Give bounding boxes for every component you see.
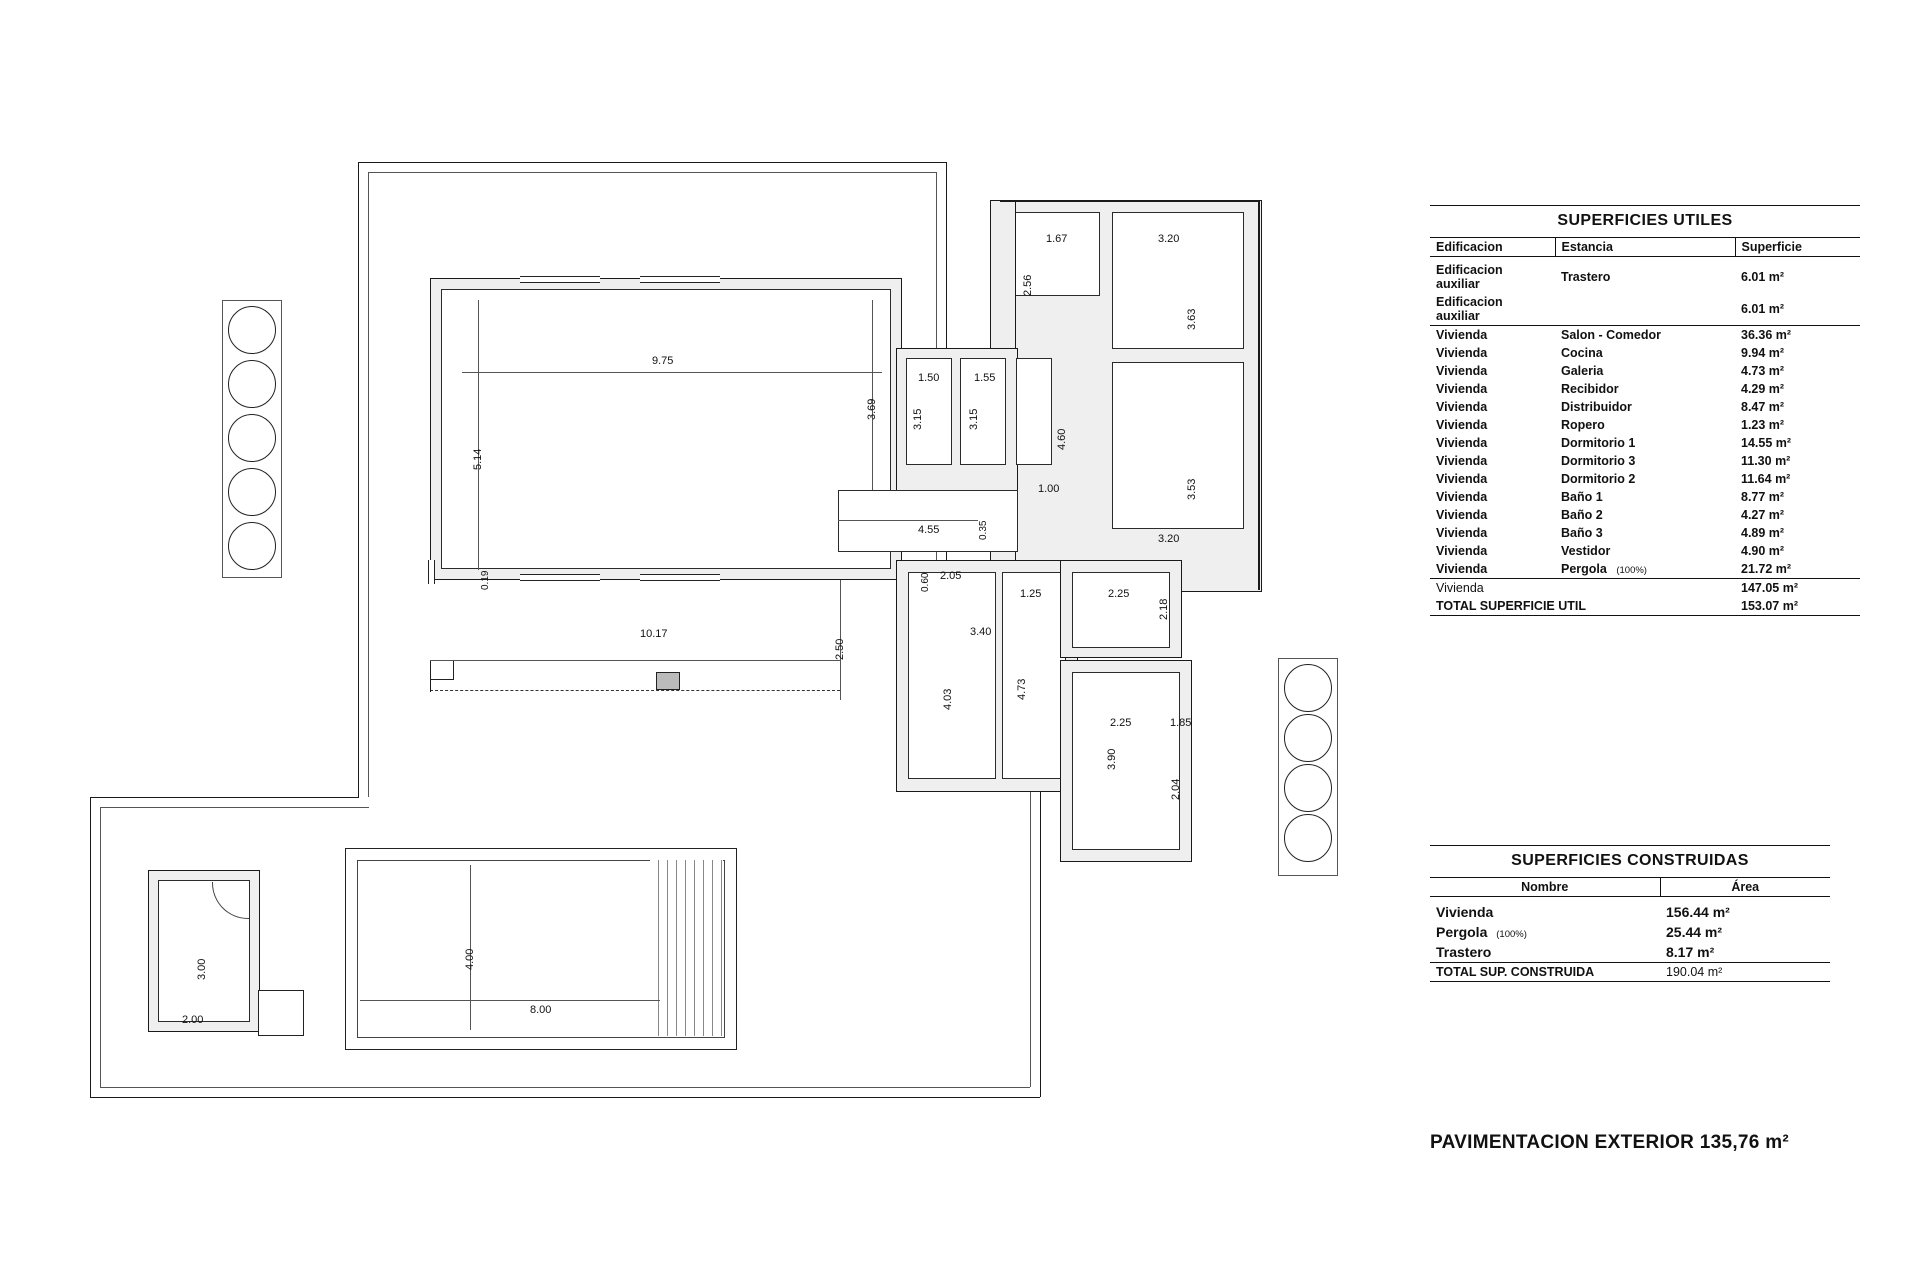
cell-estancia: Distribuidor	[1561, 400, 1632, 414]
dim-low-v2: 2.04	[1170, 778, 1182, 800]
trastero-annex	[258, 990, 304, 1036]
dimline-4-55	[838, 520, 978, 521]
cocina	[908, 572, 996, 779]
dim-right-w: 2.25	[1108, 588, 1130, 600]
subtotal-edificacion: Vivienda	[1430, 579, 1555, 598]
cell-edificacion: Vivienda	[1436, 346, 1488, 360]
dim-room-h: 3.40	[970, 626, 992, 638]
cell-edificacion: Vivienda	[1436, 508, 1488, 522]
cell-superficie: 4.73 m²	[1741, 364, 1785, 378]
dimline-10-17	[430, 660, 840, 661]
plot-inner-top	[368, 172, 936, 173]
dim-gal-h: 2.05	[940, 570, 962, 582]
house-outline-top	[1000, 200, 1260, 202]
cell-estancia	[1555, 293, 1735, 326]
dim-dist-small: 0.35	[978, 520, 989, 540]
table-row	[1430, 542, 1860, 560]
cell-superficie: 8.47 m²	[1741, 400, 1785, 414]
dim-room-v2: 4.73	[1016, 678, 1028, 700]
table-row	[1430, 560, 1860, 579]
cell-superficie: 11.30 m²	[1741, 454, 1791, 468]
dim-salon-height: 5.14	[472, 448, 484, 470]
dim-bedroom1-h: 3.63	[1186, 308, 1198, 330]
ropero	[1016, 358, 1052, 465]
table-row	[1430, 942, 1830, 963]
construidas-table	[1430, 878, 1830, 981]
galeria	[1002, 572, 1066, 779]
subtotal-estancia	[1555, 579, 1735, 598]
cell-estancia: Dormitorio 1	[1561, 436, 1636, 450]
cell-nombre-note: (100%)	[1496, 929, 1527, 940]
utiles-title: SUPERFICIES UTILES	[1557, 212, 1733, 229]
cell-edificacion: Vivienda	[1430, 326, 1555, 345]
cell-superficie: 9.94 m²	[1741, 346, 1785, 360]
cell-estancia: Dormitorio 3	[1561, 454, 1636, 468]
cell-superficie: 11.64 m²	[1741, 472, 1791, 486]
tree-left-5	[228, 522, 276, 570]
salon-window-left	[428, 560, 435, 584]
cell-edificacion: Vivienda	[1436, 454, 1488, 468]
tree-left-3	[228, 414, 276, 462]
dim-top-left-v: 2.56	[1022, 274, 1034, 296]
dim-low-w2: 1.85	[1170, 717, 1192, 729]
utiles-total-value: 153.07 m²	[1741, 599, 1798, 613]
table-row	[1430, 434, 1860, 452]
cell-edificacion: Vivienda	[1436, 562, 1488, 576]
dim-left-offset: 0.19	[480, 570, 491, 590]
cell-area: 156.44 m²	[1666, 904, 1730, 920]
cell-edificacion: Vivienda	[1436, 400, 1488, 414]
house-outline-right	[1258, 200, 1260, 590]
construidas-header-row	[1430, 878, 1830, 897]
cell-estancia: Dormitorio 2	[1561, 472, 1636, 486]
dim-low-v: 3.90	[1106, 748, 1118, 770]
cell-edificacion: Edificacion auxiliar	[1436, 295, 1503, 323]
dim-bedroom2-w: 3.20	[1158, 533, 1180, 545]
tree-right-2	[1284, 714, 1332, 762]
cell-edificacion: Vivienda	[1436, 544, 1488, 558]
table-row	[1430, 506, 1860, 524]
cell-superficie: 36.36 m²	[1735, 326, 1860, 345]
cell-superficie: 6.01 m²	[1741, 302, 1785, 316]
dimline-pool-w	[360, 1000, 660, 1001]
dim-gal-h2: 1.25	[1020, 588, 1042, 600]
pavimentacion-exterior-label: PAVIMENTACION EXTERIOR 135,76 m²	[1430, 1132, 1790, 1153]
cell-superficie: 6.01 m²	[1741, 270, 1785, 284]
dim-overall-bottom: 10.17	[640, 628, 668, 640]
dim-bath-a: 1.50	[918, 372, 940, 384]
tree-right-1	[1284, 664, 1332, 712]
table-row	[1430, 470, 1860, 488]
utiles-header-estancia: Estancia	[1555, 238, 1735, 257]
dim-dist-h: 4.55	[918, 524, 940, 536]
cell-edificacion: Vivienda	[1436, 526, 1488, 540]
cell-nombre: Pergola	[1436, 924, 1488, 940]
cell-superficie: 4.90 m²	[1741, 544, 1785, 558]
dim-top-left-h: 1.67	[1046, 233, 1068, 245]
dim-right-v: 2.18	[1158, 598, 1170, 620]
cell-superficie: 14.55 m²	[1741, 436, 1792, 450]
dim-shed-w: 2.00	[182, 1014, 204, 1026]
superficies-utiles-panel	[1430, 205, 1860, 616]
dimline-5-14	[478, 300, 479, 570]
cell-superficie: 1.23 m²	[1741, 418, 1785, 432]
distribuidor	[838, 490, 1018, 552]
cell-estancia: Vestidor	[1561, 544, 1611, 558]
cell-area: 8.17 m²	[1666, 944, 1715, 960]
utiles-header-row	[1430, 238, 1860, 257]
construidas-header-nombre: Nombre	[1430, 878, 1660, 897]
dim-bedroom1-w: 3.20	[1158, 233, 1180, 245]
pergola-post-1	[430, 660, 454, 680]
dim-gal-v: 2.50	[834, 638, 846, 660]
construidas-total-label: TOTAL SUP. CONSTRUIDA	[1430, 963, 1660, 982]
plot-boundary-left-lower	[90, 797, 91, 1097]
cell-estancia: Cocina	[1561, 346, 1603, 360]
tree-right-4	[1284, 814, 1332, 862]
tree-left-4	[228, 468, 276, 516]
table-row	[1430, 488, 1860, 506]
dimline-3-69	[872, 300, 873, 490]
cell-area: 25.44 m²	[1666, 924, 1723, 940]
table-row	[1430, 362, 1860, 380]
plot-boundary-top	[358, 162, 946, 163]
salon-comedor	[441, 289, 891, 569]
plot-boundary-bottom	[90, 1097, 1040, 1098]
salon-window-bottom-2	[640, 574, 720, 581]
cell-edificacion: Vivienda	[1436, 382, 1488, 396]
cell-edificacion: Vivienda	[1436, 364, 1488, 378]
dim-room-v: 4.03	[942, 688, 954, 710]
cell-edificacion: Vivienda	[1436, 472, 1488, 486]
utiles-total-label: TOTAL SUPERFICIE UTIL	[1436, 599, 1587, 613]
table-row	[1430, 452, 1860, 470]
dim-corridor-v: 4.60	[1056, 428, 1068, 450]
cell-superficie: 21.72 m²	[1741, 562, 1792, 576]
table-row	[1430, 257, 1860, 294]
dimline-pool-h	[470, 865, 471, 1030]
utiles-header-superficie: Superficie	[1735, 238, 1860, 257]
cell-superficie: 4.29 m²	[1741, 382, 1785, 396]
dim-shed-h: 3.00	[196, 958, 208, 980]
table-row	[1430, 897, 1830, 923]
salon-window-top-1	[520, 276, 600, 283]
tree-left-2	[228, 360, 276, 408]
cell-estancia: Baño 1	[1561, 490, 1603, 504]
superficies-construidas-panel	[1430, 845, 1830, 982]
cell-edificacion: Vivienda	[1436, 436, 1488, 450]
table-total-row	[1430, 963, 1830, 982]
construidas-title: SUPERFICIES CONSTRUIDAS	[1511, 852, 1749, 869]
cell-estancia: Baño 2	[1561, 508, 1603, 522]
dim-pool-w: 8.00	[530, 1004, 552, 1016]
cell-nombre: Vivienda	[1436, 904, 1494, 920]
dim-salon-width: 9.75	[652, 355, 674, 367]
dimline-9-75	[462, 372, 882, 373]
cell-edificacion: Vivienda	[1436, 490, 1488, 504]
dim-pool-h: 4.00	[464, 948, 476, 970]
utiles-table	[1430, 238, 1860, 615]
cell-edificacion: Edificacion auxiliar	[1436, 263, 1503, 291]
table-row	[1430, 416, 1860, 434]
plot-inner-left	[368, 172, 369, 797]
plot-boundary-bottom-left	[90, 797, 359, 798]
table-row	[1430, 293, 1860, 326]
plot-boundary-left-upper	[358, 162, 359, 797]
dim-corridor-h: 1.00	[1038, 483, 1060, 495]
dim-gal-small-v: 0.60	[920, 572, 931, 592]
table-row	[1430, 326, 1860, 345]
cell-estancia: Galeria	[1561, 364, 1604, 378]
table-row	[1430, 922, 1830, 942]
construidas-total-value: 190.04 m²	[1660, 963, 1830, 982]
cell-superficie: 4.27 m²	[1741, 508, 1785, 522]
dim-salon-inner-v: 3.69	[866, 398, 878, 420]
utiles-header-edificacion: Edificacion	[1430, 238, 1555, 257]
plot-inner-bottom-left	[100, 807, 369, 808]
cell-estancia: Pergola	[1561, 562, 1607, 576]
cell-edificacion: Vivienda	[1436, 418, 1488, 432]
dormitorio-3	[1072, 672, 1180, 850]
pool-steps	[650, 860, 723, 1036]
dim-bath-b-v: 3.15	[968, 408, 980, 430]
table-row	[1430, 398, 1860, 416]
table-row	[1430, 524, 1860, 542]
cell-superficie: 4.89 m²	[1741, 526, 1785, 540]
dormitorio-2	[1112, 362, 1244, 529]
plot-inner-bottom	[100, 1087, 1030, 1088]
cell-estancia-pergola	[1555, 560, 1735, 579]
cell-superficie: 8.77 m²	[1741, 490, 1785, 504]
pergola-dashed-edge	[430, 690, 840, 691]
tree-right-3	[1284, 764, 1332, 812]
cell-estancia-note: (100%)	[1616, 565, 1647, 576]
dim-bath-b: 1.55	[974, 372, 996, 384]
table-subtotal-row	[1430, 579, 1860, 598]
cell-estancia: Trastero	[1561, 270, 1611, 284]
cell-estancia: Ropero	[1561, 418, 1605, 432]
pergola-post-2	[656, 672, 680, 690]
tree-left-1	[228, 306, 276, 354]
dim-low-w: 2.25	[1110, 717, 1132, 729]
construidas-header-area: Área	[1660, 878, 1830, 897]
dim-bedroom2-h: 3.53	[1186, 478, 1198, 500]
cell-estancia: Salon - Comedor	[1555, 326, 1735, 345]
salon-window-bottom-1	[520, 574, 600, 581]
subtotal-superficie: 147.05 m²	[1735, 579, 1860, 598]
table-row	[1430, 344, 1860, 362]
plot-inner-left-lower	[100, 807, 101, 1087]
salon-window-top-2	[640, 276, 720, 283]
table-row	[1430, 380, 1860, 398]
cell-nombre: Trastero	[1436, 944, 1492, 960]
cell-nombre-pergola	[1430, 922, 1660, 942]
cell-estancia: Recibidor	[1561, 382, 1619, 396]
dim-bath-a-v: 3.15	[912, 408, 924, 430]
cell-estancia: Baño 3	[1561, 526, 1603, 540]
bano-3	[1072, 572, 1170, 648]
table-total-row	[1430, 597, 1860, 615]
